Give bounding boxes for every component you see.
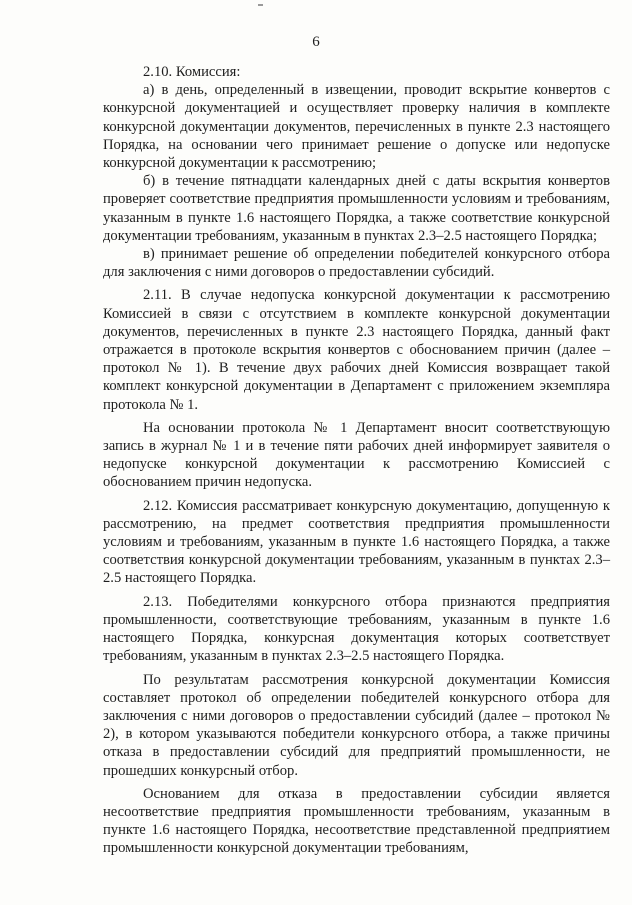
paragraph-2-12: 2.12. Комиссия рассматривает конкурсную документацию, допущенную к рассмотрению, на предмет соответствия предприятия промышленности условиям и требованиям, указанным в пункте 1.6 настоящего Порядка, а также соответствия конкурсной документации требованиям, указанным в пунктах 2.3–2.5 настоящего Порядка. xyxy=(103,497,610,587)
scan-mark xyxy=(258,4,263,6)
body-text xyxy=(103,63,610,858)
paragraph-2-10-a: а) в день, определенный в извещении, проводит вскрытие конвертов с конкурсной документацией и осуществляет проверку наличия в комплекте конкурсной документации документов, перечисленных в пункте 2.3 настоящего Порядка, на основании чего принимает решение о допуске или недопуске конкурсной документации к рассмотрению; xyxy=(103,82,610,172)
paragraph-2-10-c: в) принимает решение об определении победителей конкурсного отбора для заключения с ними договоров о предоставлении субсидий. xyxy=(103,246,610,281)
paragraph-refusal-grounds: Основанием для отказа в предоставлении субсидии является несоответствие предприятия промышленности требованиям, указанным в пункте 1.6 настоящего Порядка, несоответствие представленной предприятием промышленности конкурсной документации требованиям, xyxy=(103,785,610,857)
paragraph-2-13: 2.13. Победителями конкурсного отбора признаются предприятия промышленности, соответствующие требованиям, указанным в пункте 1.6 настоящего Порядка, конкурсная документация которых соответствует требованиям, указанным в пунктах 2.3–2.5 настоящего Порядка. xyxy=(103,593,610,665)
paragraph-2-11: 2.11. В случае недопуска конкурсной документации к рассмотрению Комиссией в связи с отсутствием в комплекте конкурсной документации документов, перечисленных в пункте 2.3 настоящего Порядка, данный факт отражается в протоколе вскрытия конвертов с обоснованием причин (далее – протокол № 1). В течение двух рабочих дней Комиссия возвращает такой комплект конкурсной документации в Департамент с приложением экземпляра протокола № 1. xyxy=(103,287,610,413)
page-number: 6 xyxy=(312,34,320,50)
paragraph-protocol-1: На основании протокола № 1 Департамент вносит соответствующую запись в журнал № 1 и в течение пяти рабочих дней информирует заявителя о недопуске конкурсной документации к рассмотрению Комиссией с обоснованием причин недопуска. xyxy=(103,419,610,491)
paragraph-protocol-2: По результатам рассмотрения конкурсной документации Комиссия составляет протокол об определении победителей конкурсного отбора для заключения с ними договоров о предоставлении субсидий (далее – протокол № 2), в котором указываются победители конкурсного отбора, а также причины отказа в предоставлении субсидий для предприятий промышленности, не прошедших конкурсный отбор. xyxy=(103,671,610,779)
paragraph-2-10-heading: 2.10. Комиссия: xyxy=(143,64,241,80)
paragraph-2-10-b: б) в течение пятнадцати календарных дней с даты вскрытия конвертов проверяет соответствие предприятия промышленности условиям и требованиям, указанным в пункте 1.6 настоящего Порядка, а также соответствие конкурсной документации требованиям, указанным в пунктах 2.3–2.5 настоящего Порядка; xyxy=(103,173,610,244)
